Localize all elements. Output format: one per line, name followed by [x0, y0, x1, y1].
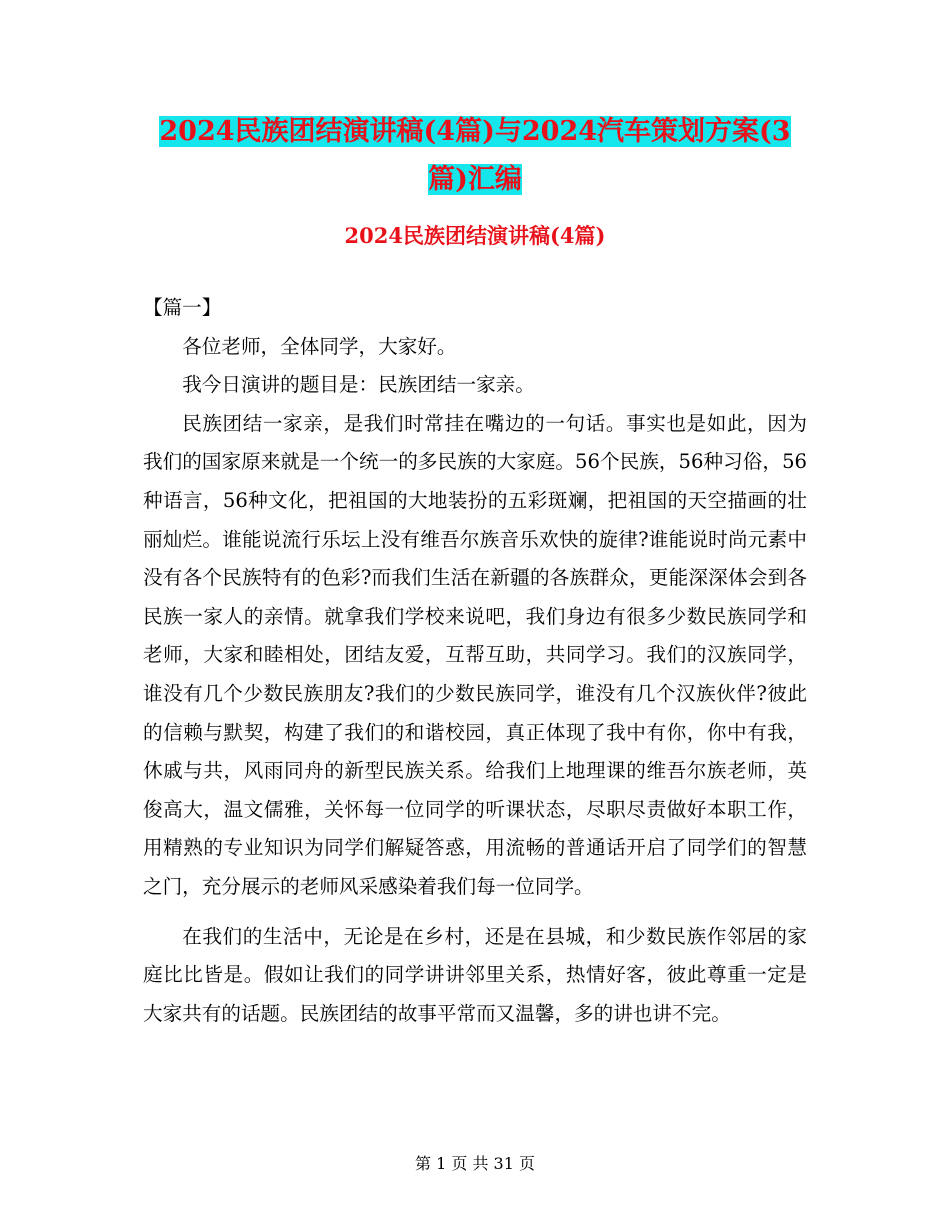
part-label: 【篇一】	[143, 296, 222, 319]
document-title-text: 2024民族团结演讲稿(4篇)与2024汽车策划方案(3篇)汇编	[159, 116, 791, 195]
page-footer: 第 1 页 共 31 页	[415, 1154, 535, 1173]
section-title: 2024民族团结演讲稿(4篇)	[344, 223, 606, 248]
document-title	[140, 108, 810, 204]
paragraph-life: 在我们的生活中，无论是在乡村，还是在县城，和少数民族作邻居的家庭比比皆是。假如让我们的同学讲讲邻里关系，热情好客，彼此尊重一定是大家共有的话题。民族团结的故事平常而又温馨，多的讲也讲不完。	[143, 924, 807, 1025]
paragraph-spacer	[143, 907, 807, 918]
paragraph-main: 民族团结一家亲，是我们时常挂在嘴边的一句话。事实也是如此，因为我们的国家原来就是一个统一的多民族的大家庭。56个民族，56种习俗，56种语言，56种文化，把祖国的大地装扮的五彩斑斓，把祖国的天空描画的壮丽灿烂。谁能说流行乐坛上没有维吾尔族音乐欢快的旋律?谁能说时尚元素中没有各个民族特有的色彩?而我们生活在新疆的各族群众，更能深深体会到各民族一家人的亲情。就拿我们学校来说吧，我们身边有很多少数民族同学和老师，大家和睦相处，团结友爱，互帮互助，共同学习。我们的汉族同学，谁没有几个少数民族朋友?我们的少数民族同学，谁没有几个汉族伙伴?彼此的信赖与默契，构建了我们的和谐校园，真正体现了我中有你，你中有我，休戚与共，风雨同舟的新型民族关系。给我们上地理课的维吾尔族老师，英俊高大，温文儒雅，关怀每一位同学的听课状态，尽职尽责做好本职工作，用精熟的专业知识为同学们解疑答惑，用流畅的普通话开启了同学们的智慧之门，充分展示的老师风采感染着我们每一位同学。	[143, 411, 807, 898]
paragraph-greeting: 各位老师，全体同学，大家好。	[182, 334, 457, 358]
document-body	[143, 289, 807, 1033]
paragraph-topic: 我今日演讲的题目是：民族团结一家亲。	[182, 373, 535, 397]
